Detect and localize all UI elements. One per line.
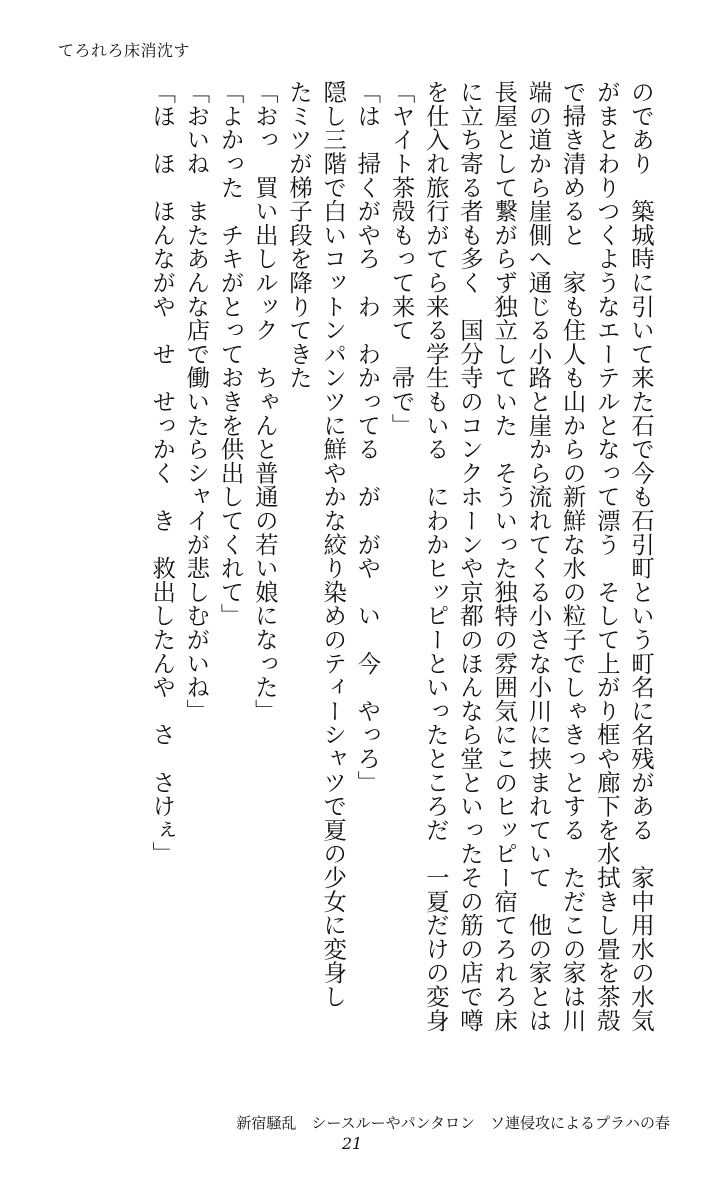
text-line: 端の道から崖側へ通じる小路と崖から流れてくる小さな小川に挟まれていて 他の家とは: [524, 80, 553, 1032]
text-line: 隠し三階で白いコットンパンツに鮮やかな絞り染めのティーシャツで夏の少女に変身し: [319, 80, 348, 1009]
dialogue-line: 「おいね またあんな店で働いたらシャイが悲しむがいね」: [182, 80, 211, 723]
page-number: 21: [341, 1134, 363, 1153]
chapter-title-footer: 新宿騒乱 シースルーやパンタロン ソ連侵攻によるプラハの春: [236, 1114, 670, 1132]
text-line: がまとわりつくようなエーテルとなって漂う そして上がり框や廊下を水拭きし畳を茶殻: [592, 80, 621, 1032]
text-line: 長屋として繋がらず独立していた そういった独特の雰囲気にこのヒッピー宿てろれろ床: [490, 80, 519, 1032]
dialogue-line: 「は 掃くがやろ わ わかってる が がや い 今 やっろ」: [353, 80, 382, 794]
dialogue-line: 「おっ 買い出しルック ちゃんと普通の若い娘になった」: [250, 80, 279, 723]
dialogue-line: 「ヤイト茶殻もって来て 帚で」: [387, 80, 416, 437]
dialogue-line: 「よかった チキがとっておきを供出してくれて」: [216, 80, 245, 628]
vertical-body-text: [38, 80, 658, 1032]
text-line: を仕入れ旅行がてら来る学生もいる にわかヒッピーといったところだ 一夏だけの変身: [421, 80, 450, 1032]
running-title: てろれろ床消沈す: [58, 41, 191, 60]
text-line: のであり 築城時に引いて来た石で今も石引町という町名に名残がある 家中用水の水気: [627, 80, 655, 1032]
text-line: たミツが梯子段を降りてきた: [284, 80, 313, 390]
text-line: で掃き清めると 家も住人も山からの新鮮な水の粒子でしゃきっとする ただこの家は川: [558, 80, 587, 1032]
dialogue-line: 「ほ ほ ほんながや せ せっかく き 救出したんや さ さけぇ」: [148, 80, 177, 866]
text-line: に立ち寄る者も多く 国分寺のコンクホーンや京都のほんなら堂といったその筋の店で噂: [455, 80, 484, 1032]
